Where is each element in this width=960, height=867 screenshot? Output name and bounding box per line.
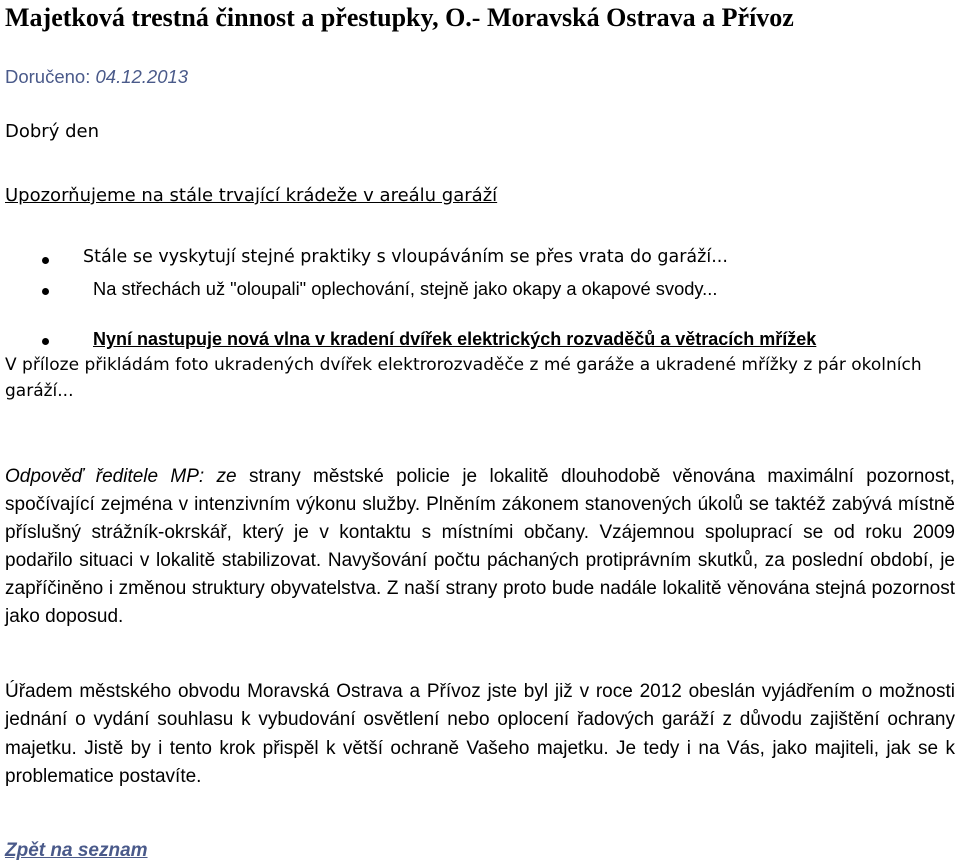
delivered-date: [5, 66, 188, 88]
page-title: Majetková trestná činnost a přestupky, O.- Moravská Ostrava a Přívoz: [5, 3, 794, 32]
answer-lead: Odpověď ředitele MP: ze: [5, 466, 237, 487]
delivered-date-value: 04.12.2013: [95, 66, 189, 87]
list-item-text: Nyní nastupuje nová vlna v kradení dvířek elektrických rozvaděčů a větracích mřížek: [93, 329, 817, 349]
document-page: [5, 0, 956, 861]
bullet-icon: [42, 288, 49, 295]
delivered-label: Doručeno:: [5, 66, 91, 87]
greeting: Dobrý den: [5, 121, 99, 142]
list-item-text: Na střechách už "oloupali" oplechování, stejně jako okapy a okapové svody...: [93, 278, 718, 299]
attachment-note: V příloze přikládám foto ukradených dvířek elektrorozvaděče z mé garáže a ukradené mřížky z pár okolních garáží...: [5, 355, 922, 401]
answer-body: strany městské policie je lokalitě dlouhodobě věnována maximální pozornost, spočívající zejména v intenzivním výkonu služby. Plněním zákonem stanovených úkolů se taktéž zabývá místně příslušný strážník-okrskář, který je v kontaktu s místními občany. Vzájemnou spoluprací se od roku 2009 podařilo situaci v lokalitě stabilizovat. Navyšování počtu páchaných protiprávním skutků, za poslední období, je zapříčiněno i změnou struktury obyvatelstva. Z naší strany proto bude nadále lokalitě věnována stejná pozornost jako doposud.: [5, 466, 956, 627]
office-paragraph: Úřadem městského obvodu Moravská Ostrava a Přívoz jste byl již v roce 2012 obeslán vyjádřením o možnosti jednání o vydání souhlasu k vybudování osvětlení nebo oplocení řadových garáží z důvodu zajištění ochrany majetku. Jistě by i tento krok přispěl k větší ochraně Vašeho majetku. Je tedy i na Vás, jako majiteli, jak se k problematice postavíte.: [5, 681, 955, 787]
bullet-icon: [42, 257, 49, 264]
list-item-text: Stále se vyskytují stejné praktiky s vloupáváním se přes vrata do garáží...: [83, 247, 728, 267]
subject-heading: Upozorňujeme na stále trvající krádeže v areálu garáží: [5, 185, 498, 206]
director-answer: [5, 463, 955, 631]
back-to-list-link[interactable]: Zpět na seznam: [5, 840, 148, 861]
bullet-icon: [42, 338, 49, 345]
